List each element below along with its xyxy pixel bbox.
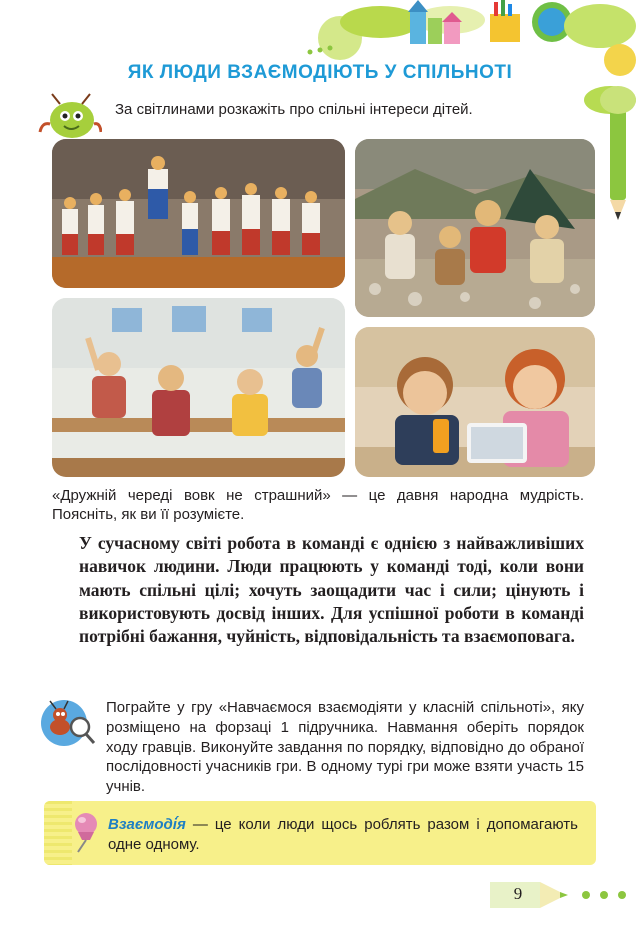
definition-term: Взаємоді́я [108,816,186,833]
page-title: ЯК ЛЮДИ ВЗАЄМОДІЮТЬ У СПІЛЬНОТІ [127,62,513,83]
task-photos-instruction: За світлинами розкажіть про спільні інтереси дітей. [115,101,473,118]
beetle-mascot-icon [38,92,102,142]
pencil-decoration [596,80,638,230]
ant-magnifier-icon [38,697,98,749]
photo-folk-dance [52,139,345,288]
photo-children-tablet [355,327,595,477]
photo-camping-children [355,139,595,317]
definition-text [108,815,578,854]
pushpin-icon [68,810,102,854]
photo-classroom [52,298,345,477]
main-paragraph: У сучасному світі робота в команді є однією з найважливіших навичок людини. Люди працюють у команді тоді, коли вони мають спільні цілі; хочуть заощадити час і сили; цінують і використовують досвід інших. Для успішної роботи в команді потрібні бажання, чуйність, відповідальність та взаємоповага. [79,533,584,647]
definition-body: — це коли люди щось роблять разом і допомагають одне одному. [108,816,578,853]
game-task: Пограйте у гру «Навчаємося взаємодіяти у класній спільноті», яку розміщено на форзаці 1 підручника. Навмання оберіть порядок ходу гравців. Виконуйте завдання по порядку, відповідно до обраної послідовності учасників гри. В одному турі гри може взяти участь 15 учнів. [106,699,584,796]
page-number: 9 [513,884,523,903]
proverb-question: «Дружній череді вовк не страшний» — це давня народна мудрість. Поясніть, як ви її розумієте. [52,487,584,523]
